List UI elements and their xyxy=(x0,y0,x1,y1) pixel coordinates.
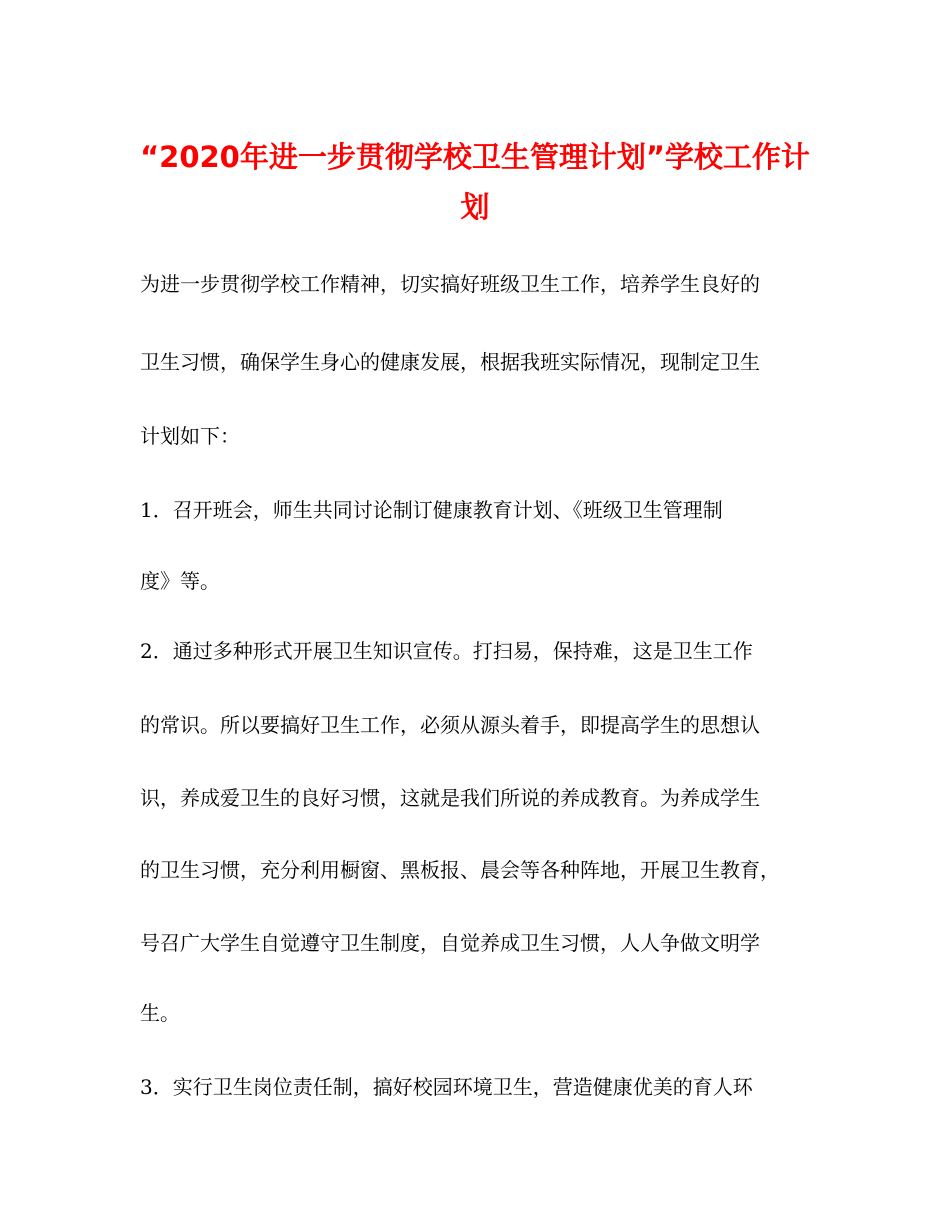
item-2-line-4: 的卫生习惯，充分利用橱窗、黑板报、晨会等各种阵地，开展卫生教育， xyxy=(140,858,780,882)
item-2-line-5: 号召广大学生自觉遵守卫生制度，自觉养成卫生习惯，人人争做文明学 xyxy=(140,931,760,955)
item-2-line-3: 识，养成爱卫生的良好习惯，这就是我们所说的养成教育。为养成学生 xyxy=(140,786,760,810)
item-2-line-2: 的常识。所以要搞好卫生工作，必须从源头着手，即提高学生的思想认 xyxy=(140,713,760,737)
paragraph-intro-line-3: 计划如下： xyxy=(140,424,240,448)
item-3-line-1: 3．实行卫生岗位责任制，搞好校园环境卫生，营造健康优美的育人环 xyxy=(140,1075,753,1099)
document-title xyxy=(140,132,810,232)
item-2-line-6: 生。 xyxy=(140,1001,180,1025)
paragraph-intro-line-2: 卫生习惯，确保学生身心的健康发展，根据我班实际情况，现制定卫生 xyxy=(140,350,760,374)
title-line-1: “2020年进一步贯彻学校卫生管理计划”学校工作计 xyxy=(140,140,810,174)
item-2-line-1: 2．通过多种形式开展卫生知识宣传。打扫易，保持难，这是卫生工作 xyxy=(140,639,753,663)
item-1-line-2: 度》等。 xyxy=(140,569,220,593)
title-line-2: 划 xyxy=(460,190,490,224)
item-1-line-1: 1．召开班会，师生共同讨论制订健康教育计划、《班级卫生管理制 xyxy=(140,498,723,522)
paragraph-intro-line-1: 为进一步贯彻学校工作精神，切实搞好班级卫生工作，培养学生良好的 xyxy=(140,272,760,296)
